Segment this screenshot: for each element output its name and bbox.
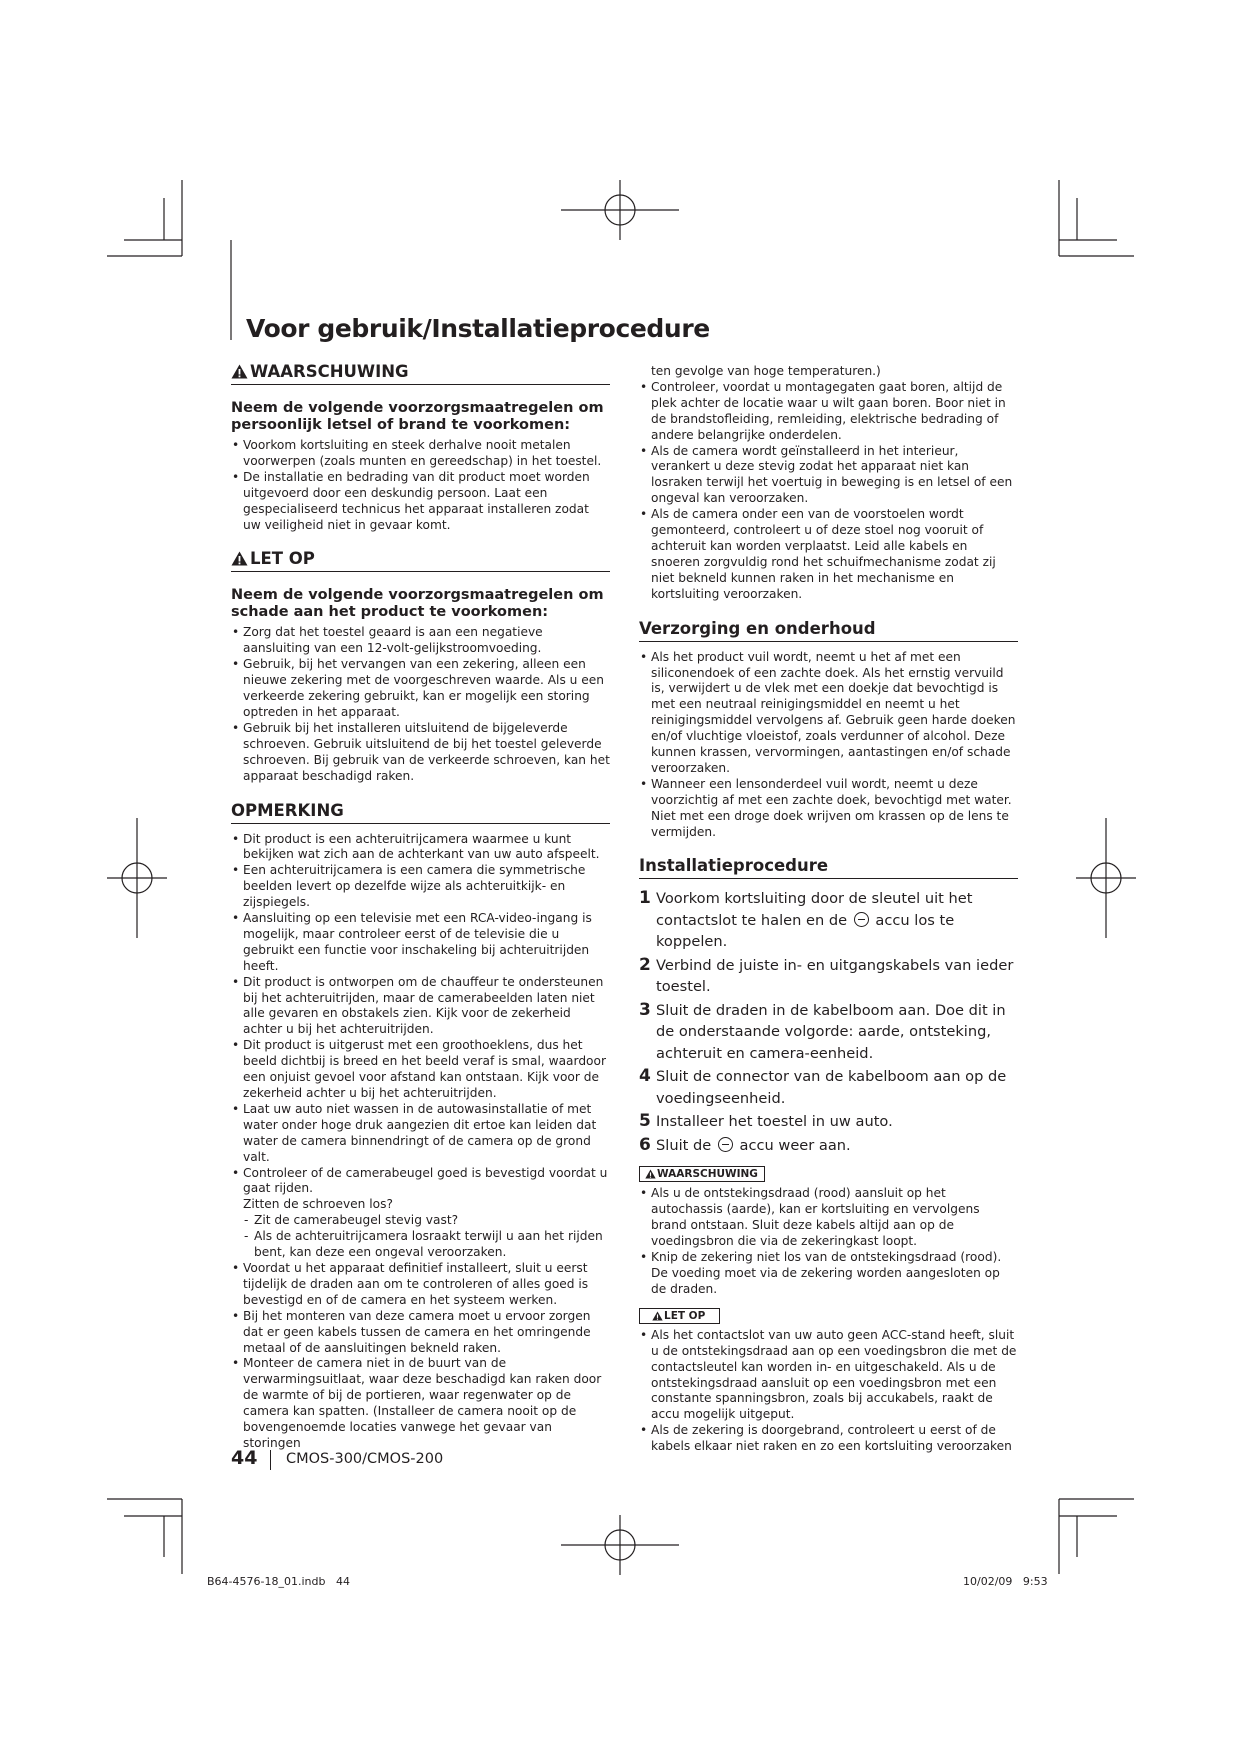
sub-list xyxy=(243,1213,610,1261)
slug-date: 10/02/09 9:53 xyxy=(963,1575,1048,1588)
list-item: • Als het contactslot van uw auto geen ACC-stand heeft, sluit u de ontstekingsdraad aan op een voedingsbron die met de contactsleutel kan worden in- en uitgeschakeld. Als u de ontstekingsdraad aansluit op een voedingsbron met een constante spanningsbron, zoals bij accukabels, raakt de accu mogelijk uitgeput. xyxy=(639,1328,1018,1423)
footer-divider xyxy=(270,1450,271,1470)
care-section-heading xyxy=(639,619,1018,642)
right-column xyxy=(639,364,1018,1455)
list-item: • Als u de ontstekingsdraad (rood) aansluit op het autochassis (aarde), kan er kortsluiting en vervolgens brand ontstaan. Sluit deze kabels altijd aan op de voedingsbron die via de zekeringkast loopt. xyxy=(639,1186,1018,1250)
step-item xyxy=(639,955,1018,998)
list-item xyxy=(231,1166,610,1261)
list-item: • Laat uw auto niet wassen in de autowasinstallatie of met water onder hoge druk aangezien dit ertoe kan leiden dat water de camera binnendringt of de camera op de grond valt. xyxy=(231,1102,610,1166)
warning-triangle-icon xyxy=(645,1169,656,1179)
list-item-text: Controleer of de camerabeugel goed is bevestigd voordat u gaat rijden. xyxy=(243,1165,608,1196)
care-heading: Verzorging en onderhoud xyxy=(639,618,876,638)
caution-label-box xyxy=(639,1308,720,1324)
step-text: Voorkom kortsluiting door de sleutel uit het contactslot te halen en de xyxy=(656,890,973,929)
installation-warning-list xyxy=(639,1186,1018,1297)
warning-triangle-icon xyxy=(231,364,248,379)
list-item: • Gebruik bij het installeren uitsluitend de bijgeleverde schroeven. Gebruik uitsluitend de bij het toestel geleverde schroeven. Bij gebruik van de verkeerde schroeven, kan het apparaat beschadigd raken. xyxy=(231,721,610,785)
list-item: • Een achteruitrijcamera is een camera die symmetrische beelden levert op dezelfde wijze als achteruitkijk- en zijspiegels. xyxy=(231,863,610,911)
step-number: 3 xyxy=(639,999,651,1020)
step-text: Verbind de juiste in- en uitgangskabels van ieder toestel. xyxy=(656,956,1014,996)
step-text-after: accu los te koppelen. xyxy=(656,911,955,951)
left-column xyxy=(231,362,610,1452)
warning-subheading: Neem de volgende voorzorgsmaatregelen om persoonlijk letsel of brand te voorkomen: xyxy=(231,400,604,433)
list-item: • Dit product is ontworpen om de chauffeur te ondersteunen bij het achteruitrijden, maar de camerabeelden laten niet alle gevaren en obstakels zien. Kijk voor de zekerheid achter u bij het achteruitrijden. xyxy=(231,975,610,1039)
note-heading: OPMERKING xyxy=(231,800,344,820)
note-list xyxy=(231,832,610,1452)
installation-heading: Installatieprocedure xyxy=(639,856,829,876)
step-text: Sluit de connector van de kabelboom aan op de voedingseenheid. xyxy=(656,1068,1007,1107)
page-number: 44 xyxy=(231,1447,258,1469)
step-number: 4 xyxy=(639,1066,651,1087)
warning-triangle-icon xyxy=(231,551,248,566)
step-item xyxy=(639,1066,1018,1109)
warning-label: WAARSCHUWING xyxy=(657,1168,758,1181)
list-item: • Voordat u het apparaat definitief installeert, sluit u eerst tijdelijk de draden aan om te controleren of alles goed is bevestigd en of de camera en het systeem werken. xyxy=(231,1261,610,1309)
list-item: • Als de zekering is doorgebrand, controleert u eerst of de kabels elkaar niet raken en zo een kortsluiting veroorzaken xyxy=(639,1423,1018,1455)
step-number: 2 xyxy=(639,954,651,975)
installation-caution-list xyxy=(639,1328,1018,1455)
list-item: • Als de camera wordt geïnstalleerd in het interieur, verankert u deze stevig zodat het apparaat niet kan losraken terwijl het voertuig in beweging is en letsel of een ongeval kan veroorzaken. xyxy=(639,444,1018,508)
note-list-continued xyxy=(639,380,1018,603)
step-number: 1 xyxy=(639,888,651,909)
minus-circle-icon xyxy=(854,912,869,927)
installation-steps xyxy=(639,888,1018,1156)
list-item: • De installatie en bedrading van dit product moet worden uitgevoerd door een deskundig persoon. Laat een gespecialiseerd technicus het apparaat installeren zodat uw veiligheid niet in gevaar komt. xyxy=(231,470,610,534)
step-number: 5 xyxy=(639,1111,651,1132)
slug-file: B64-4576-18_01.indb 44 xyxy=(207,1575,350,1588)
step-text: Sluit de xyxy=(656,1136,712,1154)
step-text: Sluit de draden in de kabelboom aan. Doe dit in de onderstaande volgorde: aarde, ontsteking, achteruit en camera-eenheid. xyxy=(656,1001,1006,1062)
installation-section-heading xyxy=(639,856,1018,879)
minus-circle-icon xyxy=(718,1137,733,1152)
list-item: • Dit product is uitgerust met een groothoeklens, dus het beeld dichtbij is breed en het beeld veraf is smal, waardoor een onjuist gevoel voor afstand kan ontstaan. Kijk voor de zekerheid achter u bij het achteruitrijden. xyxy=(231,1038,610,1102)
warning-label-box xyxy=(639,1166,765,1182)
list-item-continuation: Zitten de schroeven los? xyxy=(243,1197,393,1212)
list-item: • Knip de zekering niet los van de ontstekingsdraad (rood). De voeding moet via de zekering worden aangesloten op de draden. xyxy=(639,1250,1018,1298)
caution-heading: LET OP xyxy=(250,549,315,569)
page-title: Voor gebruik/Installatieprocedure xyxy=(246,314,710,343)
caution-list xyxy=(231,625,610,784)
warning-heading: WAARSCHUWING xyxy=(250,362,409,381)
step-item xyxy=(639,1000,1018,1065)
list-item: • Zorg dat het toestel geaard is aan een negatieve aansluiting van een 12-volt-gelijkstroomvoeding. xyxy=(231,625,610,657)
list-item: • Monteer de camera niet in de buurt van de verwarmingsuitlaat, waar deze beschadigd kan raken door de warmte of bij de portieren, waar regenwater op de camera kan spatten. (Installeer de camera nooit op de bovengenoemde locaties vanwege het gevaar van storingen xyxy=(231,1356,610,1451)
caution-section-heading xyxy=(231,549,610,572)
step-item xyxy=(639,1111,1018,1133)
warning-list xyxy=(231,438,610,533)
list-item: • Aansluiting op een televisie met een RCA-video-ingang is mogelijk, maar controleer eerst of de televisie die u gebruikt een functie voor inschakeling bij achteruitrijden heeft. xyxy=(231,911,610,975)
care-list xyxy=(639,650,1018,841)
list-item: • Bij het monteren van deze camera moet u ervoor zorgen dat er geen kabels tussen de camera en het omringende metaal of de aansluitingen bekneld raken. xyxy=(231,1309,610,1357)
step-item xyxy=(639,1135,1018,1157)
warning-section-heading xyxy=(231,362,610,385)
warning-triangle-icon xyxy=(652,1311,663,1321)
sub-list-item: - Zit de camerabeugel stevig vast? xyxy=(243,1213,610,1229)
step-text-after: accu weer aan. xyxy=(739,1136,851,1154)
caution-label: LET OP xyxy=(664,1309,706,1322)
note-section-heading xyxy=(231,801,610,824)
step-number: 6 xyxy=(639,1134,651,1155)
list-item: • Wanneer een lensonderdeel vuil wordt, neemt u deze voorzichtig af met een zachte doek, bevochtigd met water. Niet met een droge doek wrijven om krassen op de lens te vermijden. xyxy=(639,777,1018,841)
sub-list-item: - Als de achteruitrijcamera losraakt terwijl u aan het rijden bent, kan deze een ongeval veroorzaken. xyxy=(243,1229,610,1261)
list-item: • Gebruik, bij het vervangen van een zekering, alleen een nieuwe zekering met de voorgeschreven waarde. Als u een verkeerde zekering gebruikt, kan er mogelijk een storing optreden in het apparaat. xyxy=(231,657,610,721)
footer-model: CMOS-300/CMOS-200 xyxy=(286,1451,444,1467)
note-continuation: ten gevolge van hoge temperaturen.) xyxy=(651,364,881,378)
step-text: Installeer het toestel in uw auto. xyxy=(656,1113,893,1131)
list-item: • Voorkom kortsluiting en steek derhalve nooit metalen voorwerpen (zoals munten en gereedschap) in het toestel. xyxy=(231,438,610,470)
list-item: • Als het product vuil wordt, neemt u het af met een siliconendoek of een zachte doek. Als het ernstig vervuild is, verwijdert u de vlek met een doekje dat bevochtigd is met een neutraal reinigingsmiddel en neemt u het reinigingsmiddel vervolgens af. Gebruik geen harde doeken en/of vluchtige vloeistof, zoals verdunner of alcohol. Deze kunnen krassen, vervormingen, aantastingen en/of schade veroorzaken. xyxy=(639,650,1018,777)
list-item: • Als de camera onder een van de voorstoelen wordt gemonteerd, controleert u of deze stoel nog vooruit of achteruit kan worden verplaatst. Leid alle kabels en snoeren zorgvuldig rond het schuifmechanisme zodat zij niet bekneld kunnen raken in het mechanisme en kortsluiting veroorzaken. xyxy=(639,507,1018,602)
list-item: • Dit product is een achteruitrijcamera waarmee u kunt bekijken wat zich aan de achterkant van uw auto afspeelt. xyxy=(231,832,610,864)
caution-subheading: Neem de volgende voorzorgsmaatregelen om schade aan het product te voorkomen: xyxy=(231,587,604,621)
list-item: • Controleer, voordat u montagegaten gaat boren, altijd de plek achter de locatie waar u wilt gaan boren. Boor niet in de brandstofleiding, remleiding, elektrische bedrading of andere belangrijke onderdelen. xyxy=(639,380,1018,444)
step-item xyxy=(639,888,1018,953)
